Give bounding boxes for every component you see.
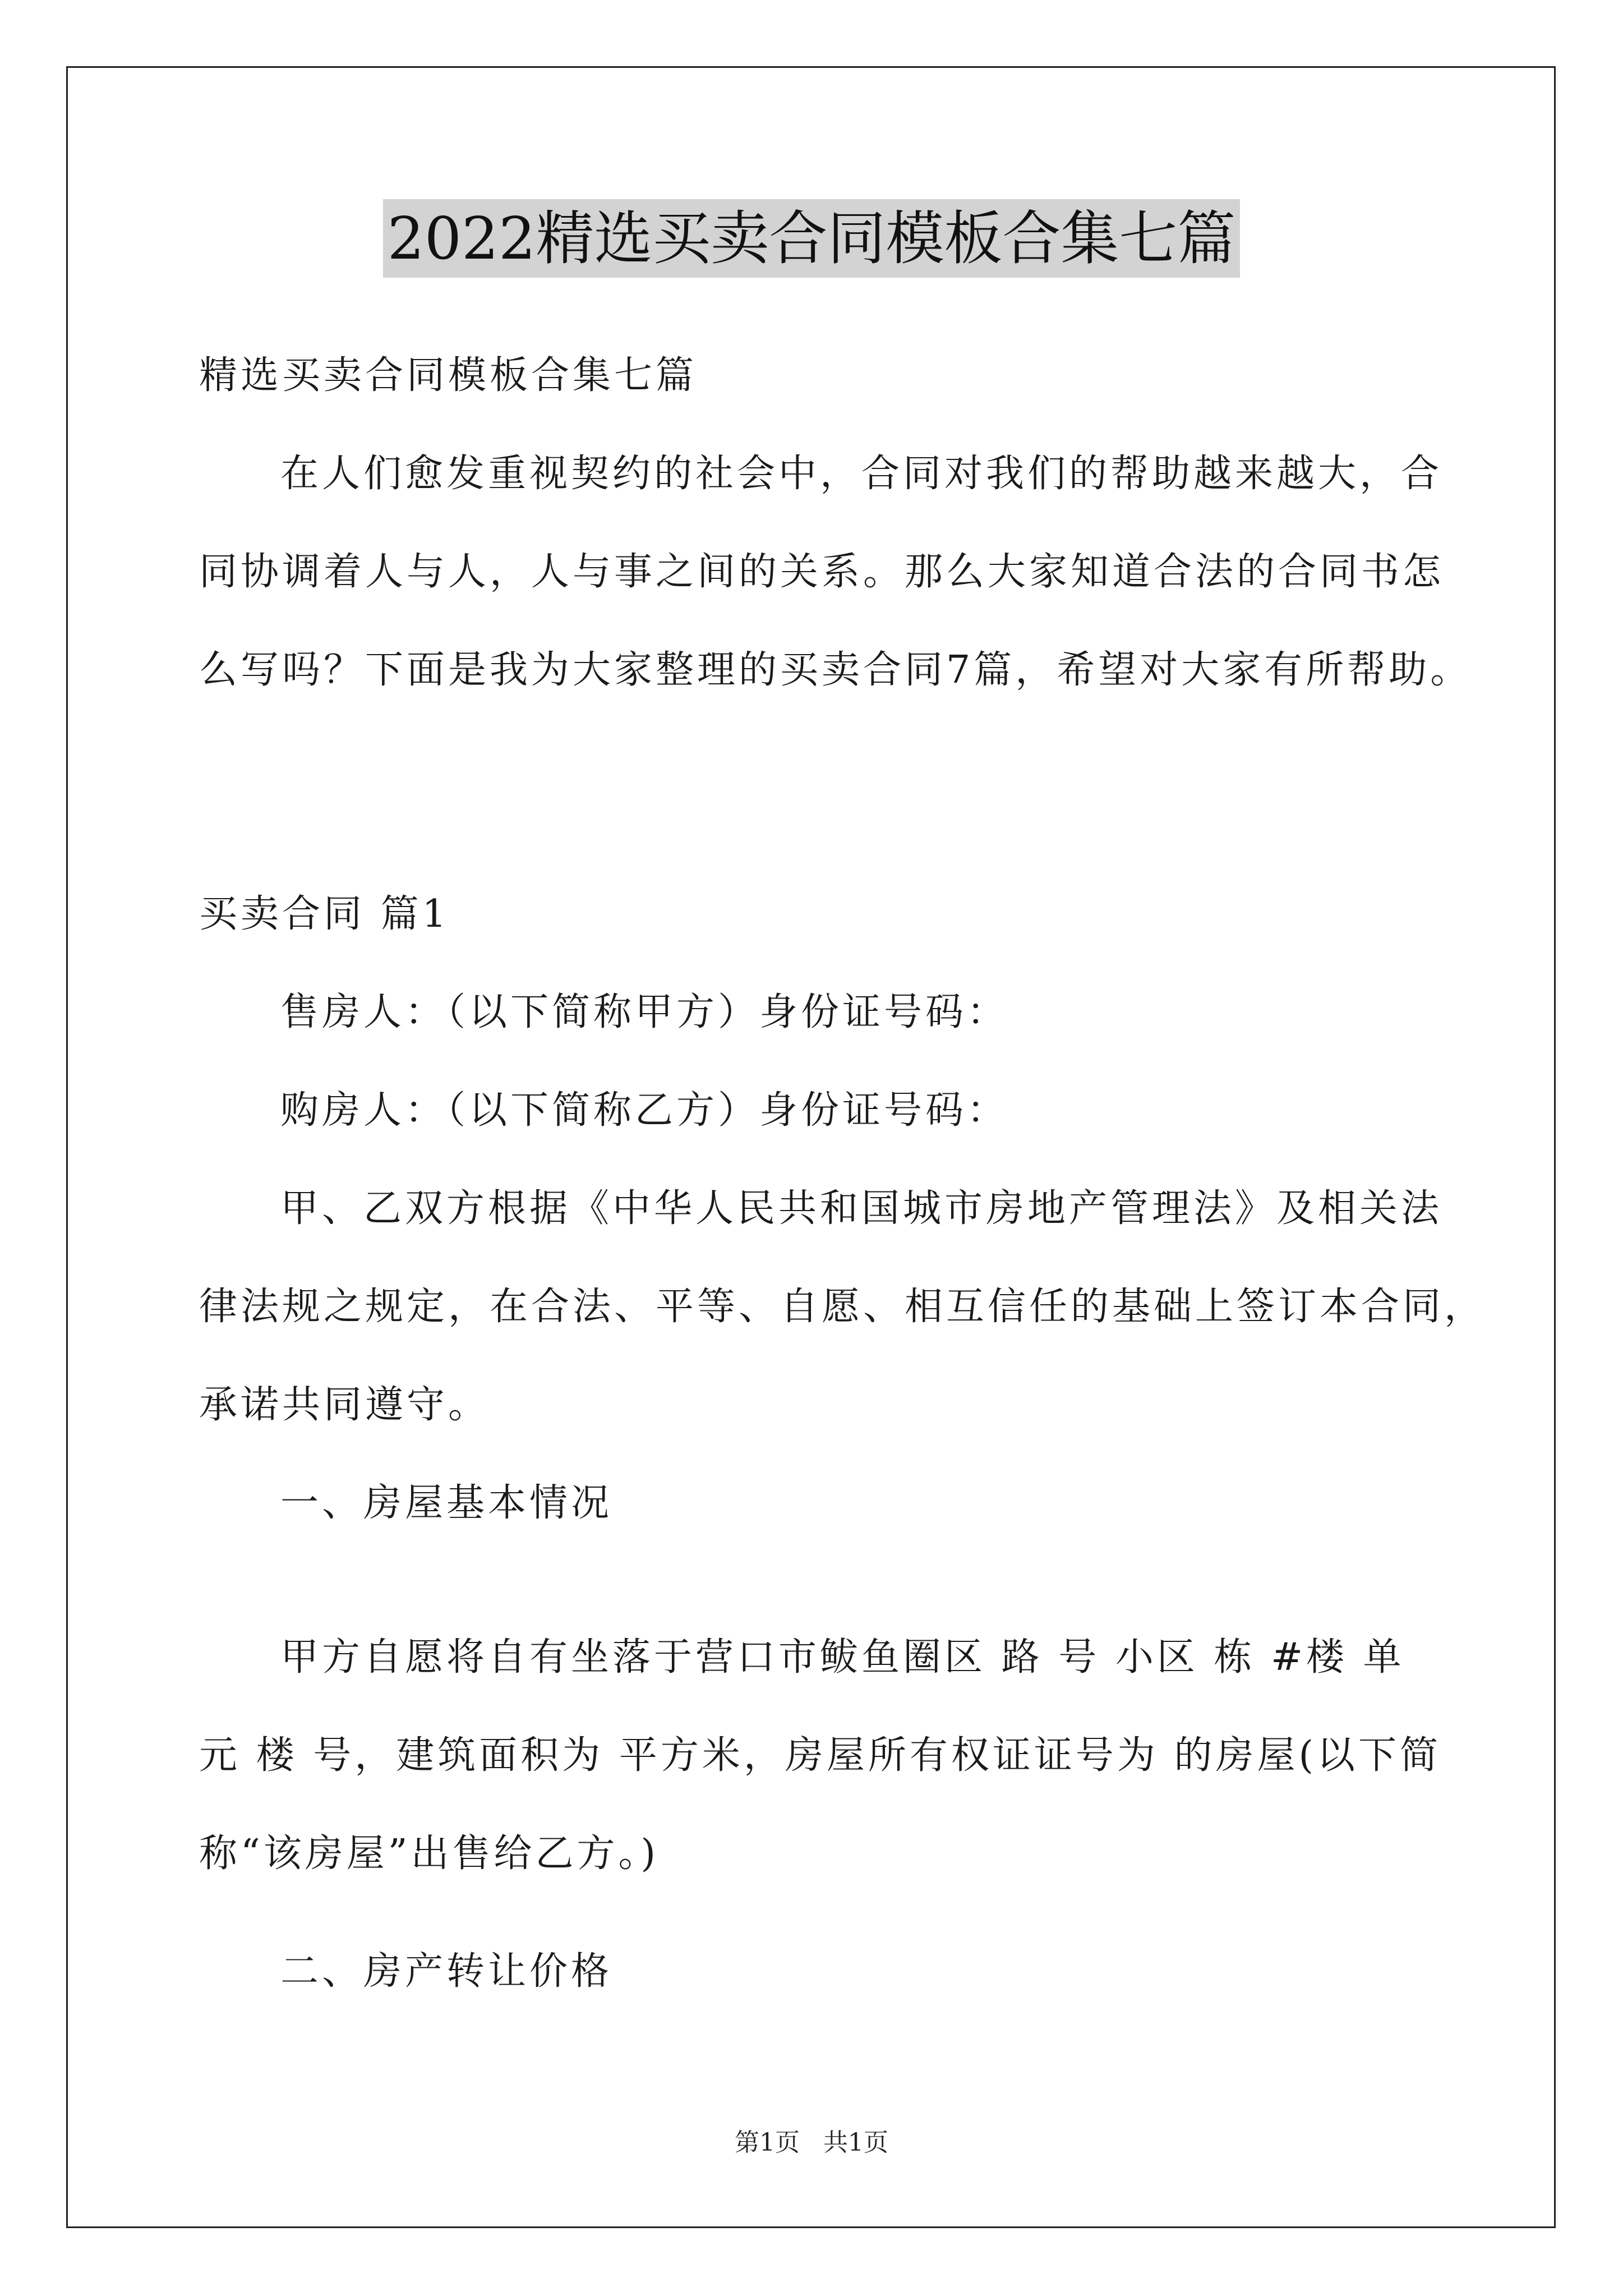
basis-line-1: 甲、乙双方根据《中华人民共和国城市房地产管理法》及相关法 [280, 1186, 1443, 1231]
clause-2-heading: 二、房产转让价格 [280, 1949, 613, 1994]
page-number: 第1页 [735, 2128, 800, 2157]
intro-line-3: 么写吗？下面是我为大家整理的买卖合同7篇，希望对大家有所帮助。 [199, 648, 1472, 692]
document-title: 2022精选买卖合同模板合集七篇 [383, 199, 1241, 278]
section-heading: 买卖合同 篇1 [199, 892, 450, 936]
basis-line-3: 承诺共同遵守。 [199, 1383, 490, 1427]
seller-line: 售房人：（以下简称甲方）身份证号码： [280, 990, 1009, 1034]
intro-line-2: 同协调着人与人，人与事之间的关系。那么大家知道合法的合同书怎 [199, 550, 1445, 594]
clause-1-heading: 一、房屋基本情况 [280, 1481, 613, 1525]
buyer-line: 购房人：（以下简称乙方）身份证号码： [280, 1088, 1009, 1133]
page-total: 共1页 [823, 2128, 888, 2157]
title-container [0, 199, 1623, 278]
basis-line-2: 律法规之规定，在合法、平等、自愿、相互信任的基础上签订本合同， [199, 1285, 1486, 1329]
clause-1-line-1: 甲方自愿将自有坐落于营口市鲅鱼圈区 路 号 小区 栋 #楼 单 [280, 1635, 1405, 1680]
clause-1-line-2: 元 楼 号，建筑面积为 平方米，房屋所有权证证号为 的房屋(以下简 [199, 1733, 1441, 1778]
clause-1-line-3: 称“该房屋”出售给乙方。) [199, 1832, 660, 1876]
page-footer [0, 2126, 1623, 2160]
intro-line-1: 在人们愈发重视契约的社会中，合同对我们的帮助越来越大，合 [280, 452, 1443, 496]
document-subtitle: 精选买卖合同模板合集七篇 [199, 353, 698, 398]
